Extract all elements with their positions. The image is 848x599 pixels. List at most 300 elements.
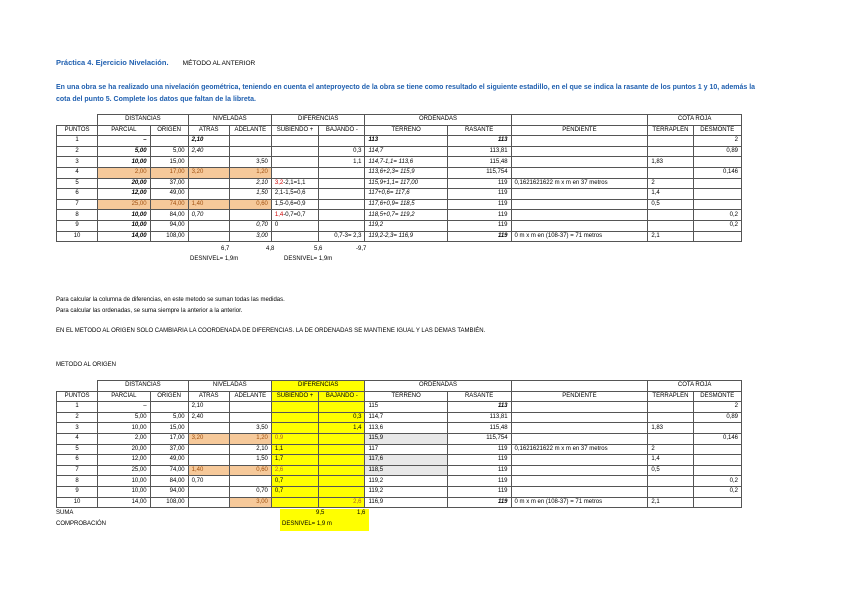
cell-adelante: 1,20 xyxy=(229,433,271,444)
cell-terreno: 115,9 xyxy=(365,433,447,444)
cell-subiendo xyxy=(271,231,318,242)
cell-terraplen: 2 xyxy=(648,444,693,455)
cell-parcial: 25,00 xyxy=(98,199,150,210)
cell-parcial: 10,00 xyxy=(98,486,150,497)
cell-origen: 108,00 xyxy=(150,231,188,242)
cell-terreno: 113,6 xyxy=(365,423,447,434)
cell-rasante: 113 xyxy=(447,402,511,413)
cell-rasante: 115,754 xyxy=(447,433,511,444)
table1-body xyxy=(57,136,742,242)
cell-parcial: 10,00 xyxy=(98,423,150,434)
cell-subiendo: 0,7 xyxy=(271,476,318,487)
cell-punto: 2 xyxy=(57,146,98,157)
header-cota-roja: COTA ROJA xyxy=(648,115,742,126)
cell-punto: 3 xyxy=(57,157,98,168)
cell-desmonte: 0,146 xyxy=(693,433,741,444)
cell-atras xyxy=(188,231,229,242)
col-desmonte: DESMONTE xyxy=(693,125,741,136)
cell-desmonte xyxy=(693,465,741,476)
table-row xyxy=(57,199,742,210)
table-row xyxy=(57,486,742,497)
table-row xyxy=(57,136,742,147)
cell-pendiente xyxy=(511,465,648,476)
header-cota-roja: COTA ROJA xyxy=(648,381,742,392)
cell-parcial: 5,00 xyxy=(98,146,150,157)
col-atras: ATRÁS xyxy=(188,391,229,402)
cell-terreno: 117,6 xyxy=(365,455,447,466)
cell-desmonte xyxy=(693,189,741,200)
cell-parcial: 20,00 xyxy=(98,444,150,455)
cell-subiendo xyxy=(271,136,318,147)
cell-rasante: 119 xyxy=(447,465,511,476)
cell-origen: 94,00 xyxy=(150,220,188,231)
cell-bajando: 1,4 xyxy=(319,423,365,434)
cell-origen: 94,00 xyxy=(150,486,188,497)
suma-label: SUMA xyxy=(56,510,74,516)
cell-bajando xyxy=(319,210,365,221)
cell-parcial: 10,00 xyxy=(98,210,150,221)
sum-atras: 6,7 xyxy=(221,246,230,252)
cell-adelante: 1,50 xyxy=(229,455,271,466)
cell-atras xyxy=(188,178,229,189)
cell-terreno: 117,6+0,9= 118,5 xyxy=(365,199,447,210)
col-adelante: ADELANTE xyxy=(229,391,271,402)
cell-terraplen xyxy=(648,412,693,423)
cell-terraplen xyxy=(648,402,693,413)
cell-terraplen: 2,1 xyxy=(648,231,693,242)
cell-parcial: 5,00 xyxy=(98,412,150,423)
cell-desmonte: 0,2 xyxy=(693,210,741,221)
cell-bajando xyxy=(319,220,365,231)
cell-pendiente: 0 m x m en (108-37) = 71 metros xyxy=(511,497,648,508)
col-bajando: BAJANDO - xyxy=(319,125,365,136)
header-distancias: DISTANCIAS xyxy=(98,115,189,126)
cell-terreno: 119,2 xyxy=(365,486,447,497)
cell-origen: 17,00 xyxy=(150,167,188,178)
table-row xyxy=(57,167,742,178)
col-bajando: BAJANDO - xyxy=(319,391,365,402)
cell-rasante: 113 xyxy=(447,136,511,147)
method-subtitle: MÉTODO AL ANTERIOR xyxy=(182,60,256,67)
cell-rasante: 119 xyxy=(447,444,511,455)
cell-desmonte xyxy=(693,423,741,434)
cell-adelante xyxy=(229,476,271,487)
cell-pendiente xyxy=(511,136,648,147)
cell-punto: 8 xyxy=(57,476,98,487)
cell-terraplen xyxy=(648,433,693,444)
cell-origen: 49,00 xyxy=(150,189,188,200)
leveling-table-origen xyxy=(56,380,742,508)
header-diferencias: DIFERENCIAS xyxy=(271,115,365,126)
cell-atras xyxy=(188,189,229,200)
cell-punto: 2 xyxy=(57,412,98,423)
header-distancias: DISTANCIAS xyxy=(98,381,189,392)
cell-origen: 15,00 xyxy=(150,423,188,434)
table-row xyxy=(57,402,742,413)
cell-punto: 10 xyxy=(57,497,98,508)
comprobacion-label: COMPROBACIÓN xyxy=(56,521,107,527)
cell-parcial: 25,00 xyxy=(98,465,150,476)
cell-atras: 2,40 xyxy=(188,412,229,423)
cell-terreno: 119,2-2,3= 116,9 xyxy=(365,231,447,242)
sum2-subiendo: 9,5 xyxy=(316,510,325,516)
col-pendiente: PENDIENTE xyxy=(511,391,648,402)
cell-parcial: 2,00 xyxy=(98,167,150,178)
cell-adelante: 1,50 xyxy=(229,189,271,200)
cell-atras: 1,40 xyxy=(188,199,229,210)
cell-bajando xyxy=(319,178,365,189)
cell-parcial: – xyxy=(98,136,150,147)
table-row xyxy=(57,189,742,200)
cell-adelante xyxy=(229,412,271,423)
cell-subiendo xyxy=(271,167,318,178)
header-ordenadas: ORDENADAS xyxy=(365,381,511,392)
cell-desmonte: 2 xyxy=(693,136,741,147)
cell-adelante: 0,70 xyxy=(229,220,271,231)
cell-desmonte: 0,89 xyxy=(693,412,741,423)
cell-punto: 10 xyxy=(57,231,98,242)
cell-pendiente xyxy=(511,402,648,413)
cell-terreno: 119,2 xyxy=(365,220,447,231)
cell-bajando xyxy=(319,476,365,487)
note-1: Para calcular la columna de diferencias, en este metodo se suman todas las medidas. xyxy=(56,297,285,303)
desnivel-origen: DESNIVEL= 1,9 m xyxy=(282,521,332,527)
cell-subiendo xyxy=(271,497,318,508)
cell-desmonte xyxy=(693,231,741,242)
cell-origen: 5,00 xyxy=(150,146,188,157)
cell-rasante: 119 xyxy=(447,189,511,200)
sum-adelante: 4,8 xyxy=(266,246,275,252)
cell-bajando: 0,3 xyxy=(319,146,365,157)
cell-rasante: 119 xyxy=(447,210,511,221)
cell-terraplen xyxy=(648,220,693,231)
header-ordenadas: ORDENADAS xyxy=(365,115,511,126)
cell-origen: 17,00 xyxy=(150,433,188,444)
cell-origen: 84,00 xyxy=(150,476,188,487)
cell-pendiente: 0 m x m en (108-37) = 71 metros xyxy=(511,231,648,242)
cell-terreno: 117 xyxy=(365,444,447,455)
cell-bajando: 2,6 xyxy=(319,497,365,508)
cell-desmonte xyxy=(693,444,741,455)
table-row xyxy=(57,412,742,423)
cell-subiendo: 1,4-0,7=0,7 xyxy=(271,210,318,221)
cell-atras: 1,40 xyxy=(188,465,229,476)
cell-parcial: 12,00 xyxy=(98,455,150,466)
cell-adelante: 2,10 xyxy=(229,178,271,189)
cell-subiendo: 1,5-0,6=0,9 xyxy=(271,199,318,210)
cell-origen: 37,00 xyxy=(150,444,188,455)
page-title xyxy=(56,58,255,67)
cell-adelante: 0,60 xyxy=(229,199,271,210)
table-row xyxy=(57,497,742,508)
col-adelante: ADELANTE xyxy=(229,125,271,136)
col-terreno: TERRENO xyxy=(365,391,447,402)
cell-terreno: 115 xyxy=(365,402,447,413)
cell-bajando: 0,7-3= 2,3 xyxy=(319,231,365,242)
cell-bajando xyxy=(319,433,365,444)
col-terreno: TERRENO xyxy=(365,125,447,136)
cell-origen xyxy=(150,136,188,147)
cell-terraplen: 1,83 xyxy=(648,423,693,434)
table-row xyxy=(57,423,742,434)
cell-rasante: 119 xyxy=(447,178,511,189)
cell-punto: 5 xyxy=(57,178,98,189)
cell-subiendo: 2,6 xyxy=(271,465,318,476)
cell-pendiente: 0,1621621622 m x m en 37 metros xyxy=(511,178,648,189)
header-diferencias: DIFERENCIAS xyxy=(271,381,365,392)
cell-pendiente xyxy=(511,210,648,221)
cell-pendiente xyxy=(511,146,648,157)
cell-origen: 37,00 xyxy=(150,178,188,189)
cell-bajando xyxy=(319,465,365,476)
cell-adelante xyxy=(229,210,271,221)
cell-pendiente xyxy=(511,412,648,423)
cell-parcial: 20,00 xyxy=(98,178,150,189)
cell-desmonte: 0,89 xyxy=(693,146,741,157)
cell-terraplen xyxy=(648,210,693,221)
cell-pendiente xyxy=(511,189,648,200)
cell-terreno: 117+0,6= 117,6 xyxy=(365,189,447,200)
cell-adelante: 1,20 xyxy=(229,167,271,178)
cell-terreno: 113 xyxy=(365,136,447,147)
cell-atras: 0,70 xyxy=(188,476,229,487)
cell-parcial: – xyxy=(98,402,150,413)
cell-rasante: 119 xyxy=(447,455,511,466)
cell-punto: 7 xyxy=(57,199,98,210)
cell-subiendo: 0 xyxy=(271,220,318,231)
cell-parcial: 14,00 xyxy=(98,497,150,508)
cell-bajando xyxy=(319,444,365,455)
cell-pendiente: 0,1621621622 m x m en 37 metros xyxy=(511,444,648,455)
cell-punto: 1 xyxy=(57,136,98,147)
cell-origen: 49,00 xyxy=(150,455,188,466)
desnivel-2: DESNIVEL= 1,9m xyxy=(284,256,333,262)
cell-atras xyxy=(188,423,229,434)
cell-punto: 6 xyxy=(57,455,98,466)
cell-terreno: 113,6+2,3= 115,9 xyxy=(365,167,447,178)
col-puntos: PUNTOS xyxy=(57,125,98,136)
note-3: EN EL METODO AL ORIGEN SOLO CAMBIARIA LA COORDENADA DE DIFERENCIAS. LA DE ORDENADAS SE MANTIENE IGUAL Y LAS DEMAS TAMBIÉN. xyxy=(56,328,486,334)
header-niveladas: NIVELADAS xyxy=(188,115,271,126)
cell-adelante xyxy=(229,402,271,413)
cell-parcial: 12,00 xyxy=(98,189,150,200)
cell-desmonte xyxy=(693,497,741,508)
cell-terraplen: 1,83 xyxy=(648,157,693,168)
cell-parcial: 10,00 xyxy=(98,157,150,168)
cell-atras: 2,40 xyxy=(188,146,229,157)
cell-origen: 74,00 xyxy=(150,465,188,476)
cell-bajando xyxy=(319,402,365,413)
cell-adelante: 3,50 xyxy=(229,157,271,168)
table-row xyxy=(57,444,742,455)
col-origen: ORIGEN xyxy=(150,125,188,136)
table-row xyxy=(57,210,742,221)
header-niveladas: NIVELADAS xyxy=(188,381,271,392)
col-subiendo: SUBIENDO + xyxy=(271,125,318,136)
cell-subiendo: 1,7 xyxy=(271,455,318,466)
note-2: Para calcular las ordenadas, se suma siempre la anterior a la anterior. xyxy=(56,308,243,314)
table-row xyxy=(57,157,742,168)
cell-atras xyxy=(188,220,229,231)
cell-subiendo xyxy=(271,146,318,157)
cell-desmonte: 0,2 xyxy=(693,476,741,487)
cell-pendiente xyxy=(511,423,648,434)
cell-adelante: 0,60 xyxy=(229,465,271,476)
cell-rasante: 113,81 xyxy=(447,146,511,157)
cell-adelante: 0,70 xyxy=(229,486,271,497)
cell-desmonte xyxy=(693,455,741,466)
table-row xyxy=(57,231,742,242)
cell-punto: 3 xyxy=(57,423,98,434)
cell-pendiente xyxy=(511,486,648,497)
desnivel-1: DESNIVEL= 1,9m xyxy=(190,256,239,262)
cell-terraplen xyxy=(648,136,693,147)
col-desmonte: DESMONTE xyxy=(693,391,741,402)
cell-origen: 5,00 xyxy=(150,412,188,423)
table-row xyxy=(57,455,742,466)
cell-terreno: 115,9+1,1= 117,00 xyxy=(365,178,447,189)
cell-adelante: 3,00 xyxy=(229,231,271,242)
table-row xyxy=(57,146,742,157)
cell-punto: 9 xyxy=(57,220,98,231)
cell-rasante: 119 xyxy=(447,231,511,242)
col-terraplen: TERRAPLÉN xyxy=(648,125,693,136)
cell-subiendo: 0,9 xyxy=(271,433,318,444)
cell-bajando xyxy=(319,455,365,466)
cell-desmonte: 0,2 xyxy=(693,220,741,231)
cell-desmonte xyxy=(693,157,741,168)
cell-origen: 74,00 xyxy=(150,199,188,210)
cell-atras xyxy=(188,444,229,455)
cell-punto: 9 xyxy=(57,486,98,497)
col-origen: ORIGEN xyxy=(150,391,188,402)
cell-terreno: 118,5 xyxy=(365,465,447,476)
cell-atras: 2,10 xyxy=(188,402,229,413)
cell-parcial: 10,00 xyxy=(98,476,150,487)
col-subiendo: SUBIENDO + xyxy=(271,391,318,402)
cell-pendiente xyxy=(511,455,648,466)
practice-title: Práctica 4. Ejercicio Nivelación. xyxy=(56,58,169,67)
cell-atras: 3,20 xyxy=(188,433,229,444)
section-title-origen: METODO AL ORIGEN xyxy=(56,362,117,368)
cell-terraplen: 0,5 xyxy=(648,465,693,476)
cell-rasante: 119 xyxy=(447,486,511,497)
cell-punto: 5 xyxy=(57,444,98,455)
cell-pendiente xyxy=(511,199,648,210)
cell-subiendo: 1,1 xyxy=(271,444,318,455)
cell-atras xyxy=(188,486,229,497)
cell-terraplen: 0,5 xyxy=(648,199,693,210)
cell-atras xyxy=(188,157,229,168)
cell-punto: 4 xyxy=(57,167,98,178)
cell-rasante: 115,48 xyxy=(447,157,511,168)
table-row xyxy=(57,476,742,487)
cell-pendiente xyxy=(511,476,648,487)
cell-subiendo xyxy=(271,423,318,434)
cell-origen xyxy=(150,402,188,413)
problem-statement: En una obra se ha realizado una nivelación geométrica, teniendo en cuenta el anteproyecto de la obra se tiene como resultado el siguiente estadillo, en el que se indica la rasante de los puntos 1 y 10, además la cota del punto 5. Complete los datos que faltan de la libreta. xyxy=(56,84,756,103)
col-rasante: RASANTE xyxy=(447,391,511,402)
cell-atras: 0,70 xyxy=(188,210,229,221)
table-row xyxy=(57,220,742,231)
cell-terraplen: 1,4 xyxy=(648,189,693,200)
cell-punto: 7 xyxy=(57,465,98,476)
cell-bajando: 0,3 xyxy=(319,412,365,423)
sum-box xyxy=(280,509,369,531)
cell-subiendo: 0,7 xyxy=(271,486,318,497)
cell-desmonte xyxy=(693,199,741,210)
cell-pendiente xyxy=(511,167,648,178)
cell-terreno: 114,7-1,1= 113,6 xyxy=(365,157,447,168)
cell-rasante: 115,754 xyxy=(447,167,511,178)
cell-terraplen xyxy=(648,476,693,487)
cell-desmonte: 0,146 xyxy=(693,167,741,178)
cell-desmonte xyxy=(693,178,741,189)
cell-terreno: 114,7 xyxy=(365,412,447,423)
cell-atras: 2,10 xyxy=(188,136,229,147)
cell-bajando xyxy=(319,167,365,178)
cell-punto: 4 xyxy=(57,433,98,444)
col-rasante: RASANTE xyxy=(447,125,511,136)
cell-punto: 6 xyxy=(57,189,98,200)
cell-pendiente xyxy=(511,433,648,444)
cell-rasante: 119 xyxy=(447,220,511,231)
col-pendiente: PENDIENTE xyxy=(511,125,648,136)
table-row xyxy=(57,465,742,476)
cell-rasante: 113,81 xyxy=(447,412,511,423)
cell-subiendo xyxy=(271,402,318,413)
cell-subiendo: 2,1-1,5=0,6 xyxy=(271,189,318,200)
col-terraplen: TERRAPLÉN xyxy=(648,391,693,402)
col-atras: ATRÁS xyxy=(188,125,229,136)
cell-parcial: 2,00 xyxy=(98,433,150,444)
cell-desmonte: 0,2 xyxy=(693,486,741,497)
cell-bajando xyxy=(319,199,365,210)
table-row xyxy=(57,178,742,189)
cell-rasante: 119 xyxy=(447,497,511,508)
cell-adelante: 2,10 xyxy=(229,444,271,455)
leveling-table-anterior xyxy=(56,114,742,242)
col-puntos: PUNTOS xyxy=(57,391,98,402)
cell-atras xyxy=(188,455,229,466)
cell-origen: 84,00 xyxy=(150,210,188,221)
cell-bajando: 1,1 xyxy=(319,157,365,168)
cell-rasante: 119 xyxy=(447,476,511,487)
cell-bajando xyxy=(319,486,365,497)
cell-terraplen xyxy=(648,167,693,178)
cell-adelante xyxy=(229,136,271,147)
cell-terraplen xyxy=(648,146,693,157)
cell-origen: 108,00 xyxy=(150,497,188,508)
cell-terraplen: 2 xyxy=(648,178,693,189)
cell-parcial: 14,00 xyxy=(98,231,150,242)
col-parcial: PARCIAL xyxy=(98,125,150,136)
sum2-bajando: 1,6 xyxy=(357,510,366,516)
cell-pendiente xyxy=(511,157,648,168)
cell-atras xyxy=(188,497,229,508)
cell-punto: 8 xyxy=(57,210,98,221)
cell-terreno: 118,5+0,7= 119,2 xyxy=(365,210,447,221)
cell-punto: 1 xyxy=(57,402,98,413)
table2-body xyxy=(57,402,742,508)
cell-terreno: 116,9 xyxy=(365,497,447,508)
cell-adelante: 3,00 xyxy=(229,497,271,508)
cell-atras: 3,20 xyxy=(188,167,229,178)
cell-parcial: 10,00 xyxy=(98,220,150,231)
table-row xyxy=(57,433,742,444)
cell-terraplen: 1,4 xyxy=(648,455,693,466)
sum-subiendo: 5,6 xyxy=(314,246,323,252)
